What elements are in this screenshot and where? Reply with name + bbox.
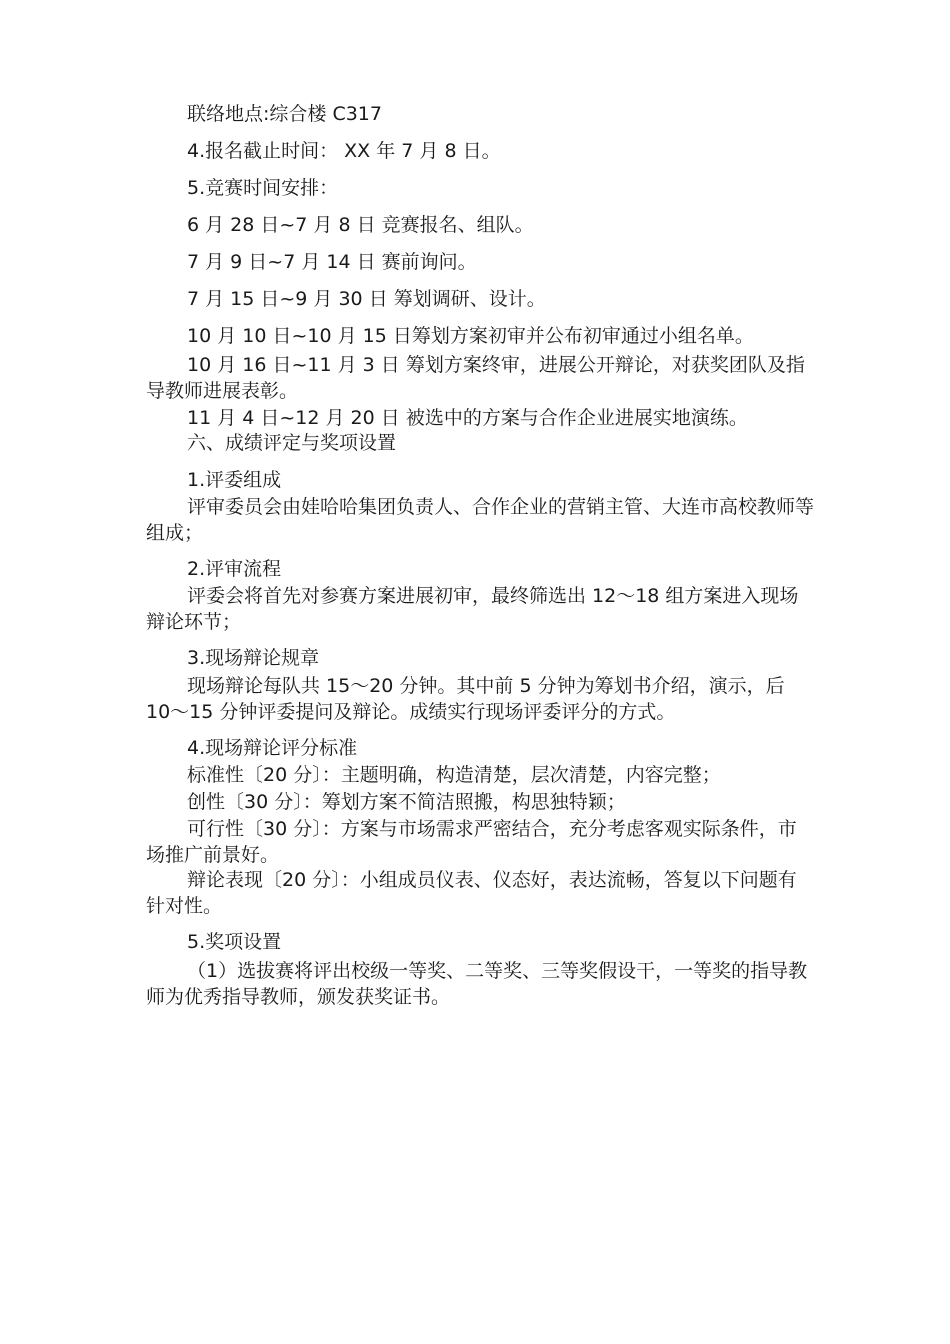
awards-paragraph: （1）选拔赛将评出校级一等奖、二等奖、三等奖假设干，一等奖的指导教师为优秀指导教师，颁发获奖证书。 [146,960,808,1008]
criterion-debate-performance: 辩论表现〔20 分〕：小组成员仪表、仪态好，表达流畅，答复以下问题有针对性。 [146,869,797,917]
criterion-standard: 标准性〔20 分〕：主题明确，构造清楚，层次清楚，内容完整； [187,764,721,786]
schedule-item-research: 7 月 15 日~9 月 30 日 筹划调研、设计。 [187,288,546,310]
debate-rules-paragraph: 现场辩论每队共 15～20 分钟。其中前 5 分钟为筹划书介绍，演示，后 10～15 分钟评委提问及辩论。成绩实行现场评委评分的方式。 [146,675,785,723]
awards-heading: 5.奖项设置 [187,931,282,953]
scoring-criteria-heading: 4.现场辩论评分标准 [187,737,358,759]
schedule-item-final-review: 10 月 16 日~11 月 3 日 筹划方案终审，进展公开辩论，对获奖团队及指导教师进展表彰。 [146,354,805,402]
schedule-heading: 5.竞赛时间安排： [187,177,339,199]
review-process-paragraph: 评委会将首先对参赛方案进展初审，最终筛选出 12～18 组方案进入现场辩论环节； [146,585,799,633]
schedule-item-practice: 11 月 4 日~12 月 20 日 被选中的方案与合作企业进展实地演练。 [187,407,748,429]
debate-rules-heading: 3.现场辩论规章 [187,647,320,669]
judges-heading: 1.评委组成 [187,469,282,491]
schedule-item-first-review: 10 月 10 日~10 月 15 日筹划方案初审并公布初审通过小组名单。 [187,325,754,347]
contact-location: 联络地点:综合楼 C317 [187,103,382,125]
registration-deadline: 4.报名截止时间： XX 年 7 月 8 日。 [187,140,501,162]
review-process-heading: 2.评审流程 [187,558,282,580]
schedule-item-registration: 6 月 28 日~7 月 8 日 竞赛报名、组队。 [187,214,534,236]
schedule-item-consultation: 7 月 9 日~7 月 14 日 赛前询问。 [187,251,477,273]
section-heading-evaluation: 六、成绩评定与奖项设置 [187,432,397,454]
criterion-feasibility: 可行性〔30 分〕：方案与市场需求严密结合，充分考虑客观实际条件，市场推广前景好。 [146,818,797,866]
judges-paragraph: 评审委员会由娃哈哈集团负责人、合作企业的营销主管、大连市高校教师等组成； [146,496,815,544]
criterion-creativity: 创性〔30 分〕：筹划方案不简洁照搬，构思独特颖； [187,791,626,813]
